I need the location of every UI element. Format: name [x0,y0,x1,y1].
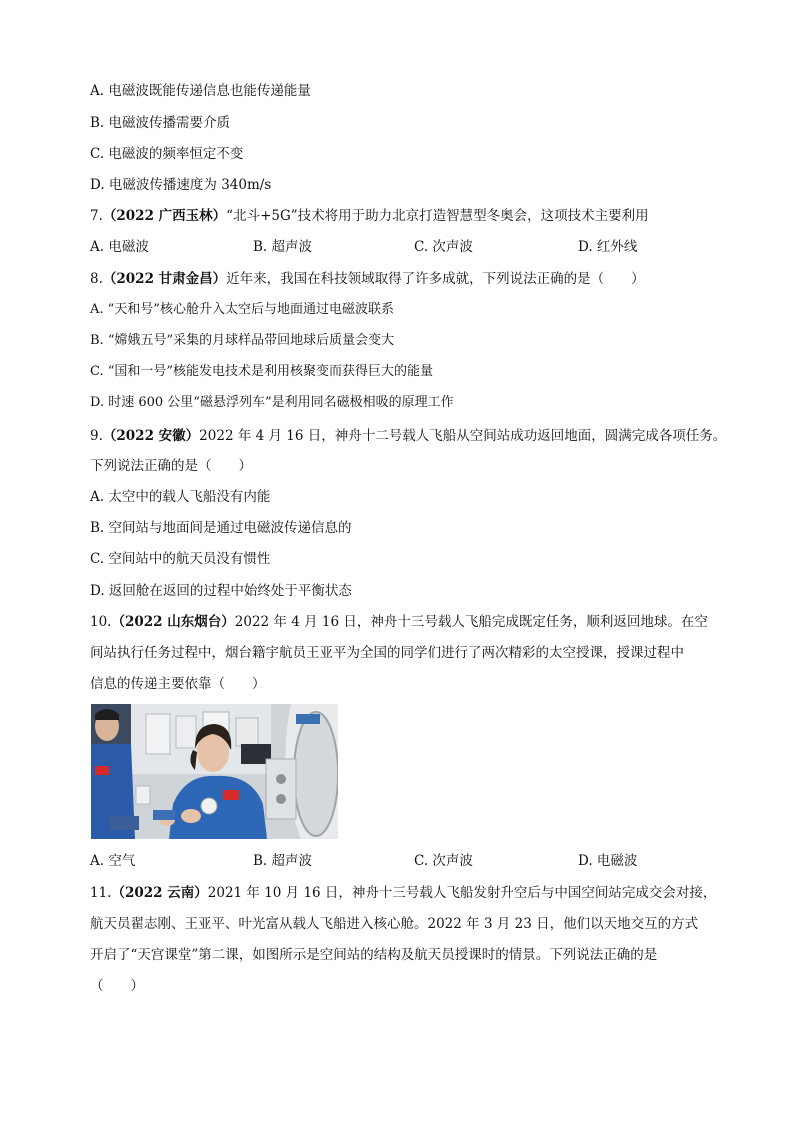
q8-option-a: A. “天和号”核心舱升入太空后与地面通过电磁波联系 [90,302,394,317]
q11-stem-line4: （ ） [90,978,144,994]
q8-number: 8. [90,271,103,287]
q7-option-b: B. 超声波 [253,239,313,255]
q7-stem [90,207,649,225]
q9-source: （2022 安徽） [102,428,200,444]
q7-option-a: A. 电磁波 [90,239,149,255]
q6-option-d: D. 电磁波传播速度为 340m/s [90,177,272,193]
q10-option-a: A. 空气 [90,853,136,869]
q11-stem-line2: 航天员翟志刚、王亚平、叶光富从载人飞船进入核心舱。2022 年 3 月 23 日，他们以天地交互的方式 [90,916,699,932]
q8-text: 近年来，我国在科技领域取得了许多成就，下列说法正确的是（ ） [226,271,645,287]
q7-option-c: C. 次声波 [414,239,473,255]
q11-text: 2021 年 10 月 16 日，神舟十三号载人飞船发射升空后与中国空间站完成交会对接， [207,885,717,901]
q9-stem-line1 [90,427,726,445]
q8-option-b: B. “嫦娥五号”采集的月球样品带回地球后质量会变大 [90,333,395,348]
q9-text: 2022 年 4 月 16 日，神舟十二号载人飞船从空间站成功返回地面，圆满完成各项任务。 [199,428,727,444]
q6-option-a: A. 电磁波既能传递信息也能传递能量 [90,83,311,99]
q8-source: （2022 甘肃金昌） [102,271,227,287]
q10-text: 2022 年 4 月 16 日，神舟十三号载人飞船完成既定任务，顺利返回地球。在空 [234,614,708,630]
q11-stem-line1 [90,884,716,902]
q10-option-c: C. 次声波 [414,853,473,869]
q8-option-d: D. 时速 600 公里“磁悬浮列车”是利用同名磁极相吸的原理工作 [90,395,454,410]
q10-option-d: D. 电磁波 [578,853,638,869]
q9-number: 9. [90,428,103,444]
q6-option-c: C. 电磁波的频率恒定不变 [90,146,244,162]
q7-option-d: D. 红外线 [578,239,638,255]
q7-text: “北斗+5G”技术将用于助力北京打造智慧型冬奥会，这项技术主要利用 [226,208,649,224]
q9-stem-line2: 下列说法正确的是（ ） [90,458,252,474]
q11-stem-line3: 开启了“天宫课堂”第二课，如图所示是空间站的结构及航天员授课时的情景。下列说法正确的是 [90,947,658,963]
q9-option-d: D. 返回舱在返回的过程中始终处于平衡状态 [90,583,352,599]
q10-source: （2022 山东烟台） [111,614,235,630]
q9-option-a: A. 太空中的载人飞船没有内能 [90,489,271,505]
q10-stem-line2: 间站执行任务过程中，烟台籍宇航员王亚平为全国的同学们进行了两次精彩的太空授课，授课过程中 [90,645,684,661]
q10-stem-line1 [90,613,708,631]
space-station-classroom-photo [91,704,338,839]
q10-option-b: B. 超声波 [253,853,313,869]
q8-stem [90,270,645,288]
q10-number: 10. [90,614,112,630]
q10-stem-line3: 信息的传递主要依靠（ ） [90,676,266,692]
q11-number: 11. [90,885,112,901]
q6-option-b: B. 电磁波传播需要介质 [90,115,231,131]
q8-option-c: C. “国和一号”核能发电技术是利用核聚变而获得巨大的能量 [90,364,434,379]
q9-option-b: B. 空间站与地面间是通过电磁波传递信息的 [90,520,352,536]
q7-source: （2022 广西玉林） [102,208,227,224]
q11-source: （2022 云南） [111,885,208,901]
q9-option-c: C. 空间站中的航天员没有惯性 [90,551,271,567]
q7-number: 7. [90,208,103,224]
